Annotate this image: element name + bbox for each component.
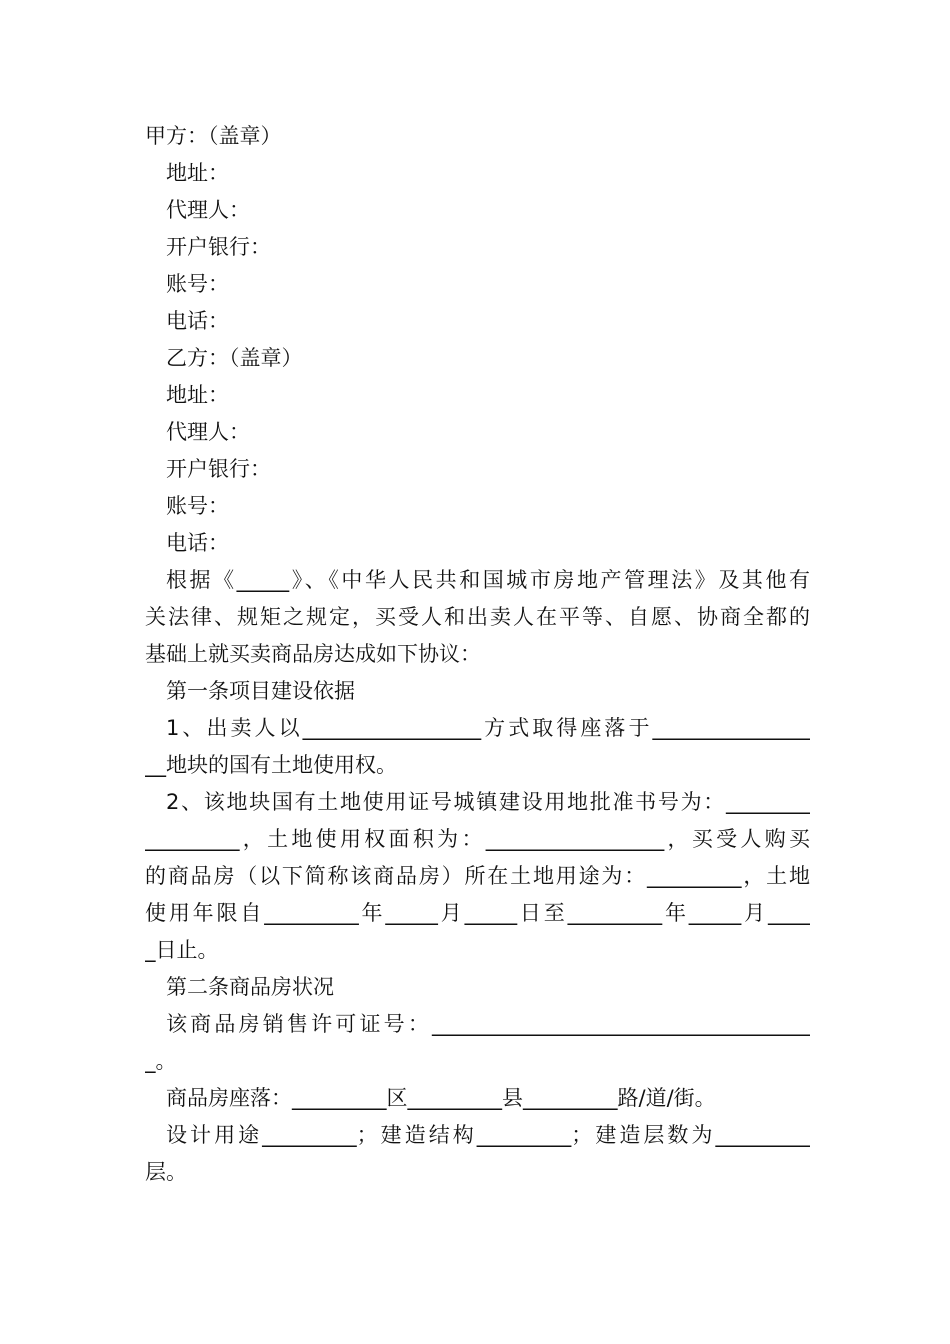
preamble-line: 根据《_____》、《中华人民共和国城市房地产管理法》及其他有 xyxy=(166,568,810,592)
preamble-line: 关法律、规矩之规定，买受人和出卖人在平等、自愿、协商全都的 xyxy=(145,605,810,629)
party-a-seal-line: 甲方：（盖章） xyxy=(145,124,282,148)
usage-line: 层。 xyxy=(145,1160,187,1184)
party-a-agent-line: 代理人： xyxy=(166,198,250,222)
party-a-address-line: 地址： xyxy=(166,161,229,185)
party-b-agent-line: 代理人： xyxy=(166,420,250,444)
license-line: 该商品房销售许可证号：____________________________________ xyxy=(166,1012,810,1036)
clause-line: 2、该地块国有土地使用证号城镇建设用地批准书号为：________ xyxy=(166,790,810,814)
contract-body xyxy=(145,118,810,1191)
party-a-account-line: 账号： xyxy=(166,272,229,296)
article-2-heading: 第二条商品房状况 xyxy=(166,975,334,999)
party-a-bank-line: 开户银行： xyxy=(166,235,271,259)
article-1-heading: 第一条项目建设依据 xyxy=(166,679,355,703)
party-a-phone-line: 电话： xyxy=(166,309,229,333)
party-b-phone-line: 电话： xyxy=(166,531,229,555)
clause-line: _日止。 xyxy=(145,938,219,962)
party-b-seal-line: 乙方：（盖章） xyxy=(166,346,303,370)
location-line: 商品房座落：_________区_________县_________路/道/街。 xyxy=(166,1086,716,1110)
party-b-account-line: 账号： xyxy=(166,494,229,518)
clause-line: 使用年限自_________年_____月_____日至_________年_____月____ xyxy=(145,901,810,925)
clause-line: 1、出卖人以_________________方式取得座落于_______________ xyxy=(166,716,810,740)
party-b-address-line: 地址： xyxy=(166,383,229,407)
party-b-bank-line: 开户银行： xyxy=(166,457,271,481)
preamble-line: 基础上就买卖商品房达成如下协议： xyxy=(145,642,481,666)
clause-line: 的商品房（以下简称该商品房）所在土地用途为：_________，土地 xyxy=(145,864,810,888)
license-line: _。 xyxy=(145,1049,177,1073)
clause-line: __地块的国有土地使用权。 xyxy=(145,753,397,777)
clause-line: _________，土地使用权面积为：_________________，买受人购买 xyxy=(145,827,810,851)
usage-line: 设计用途_________；建造结构_________；建造层数为_________ xyxy=(166,1123,810,1147)
